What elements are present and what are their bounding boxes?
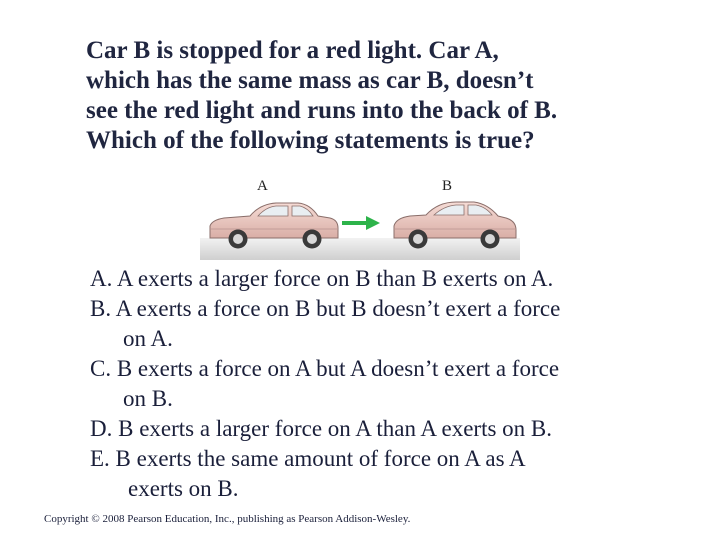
- answer-e: E. B exerts the same amount of force on A as A: [90, 446, 526, 471]
- answer-c: C. B exerts a force on A but A doesn’t exert a force: [90, 356, 560, 381]
- answer-choices: [90, 264, 690, 504]
- answer-b-continued: on A.: [123, 326, 173, 351]
- question-line-3: see the red light and runs into the back of B.: [86, 97, 558, 124]
- question-line-2: which has the same mass as car B, doesn’t: [86, 67, 534, 94]
- road: [200, 238, 520, 260]
- motion-arrow: [342, 216, 380, 230]
- copyright-notice: Copyright © 2008 Pearson Education, Inc., publishing as Pearson Addison-Wesley.: [44, 513, 411, 525]
- question-text: [86, 36, 706, 156]
- answer-a: A. A exerts a larger force on B than B exerts on A.: [90, 266, 554, 291]
- answer-c-continued: on B.: [123, 386, 173, 411]
- cars-svg: [200, 178, 520, 260]
- cars-illustration: [200, 178, 520, 260]
- question-line-1: Car B is stopped for a red light. Car A,: [86, 37, 499, 64]
- answer-b: B. A exerts a force on B but B doesn’t exert a force: [90, 296, 561, 321]
- car-a-label: A: [257, 178, 268, 194]
- car-b-label: B: [442, 178, 453, 194]
- answer-d: D. B exerts a larger force on A than A exerts on B.: [90, 416, 553, 441]
- answer-e-continued: exerts on B.: [128, 476, 239, 501]
- question-line-4: Which of the following statements is true?: [86, 127, 535, 154]
